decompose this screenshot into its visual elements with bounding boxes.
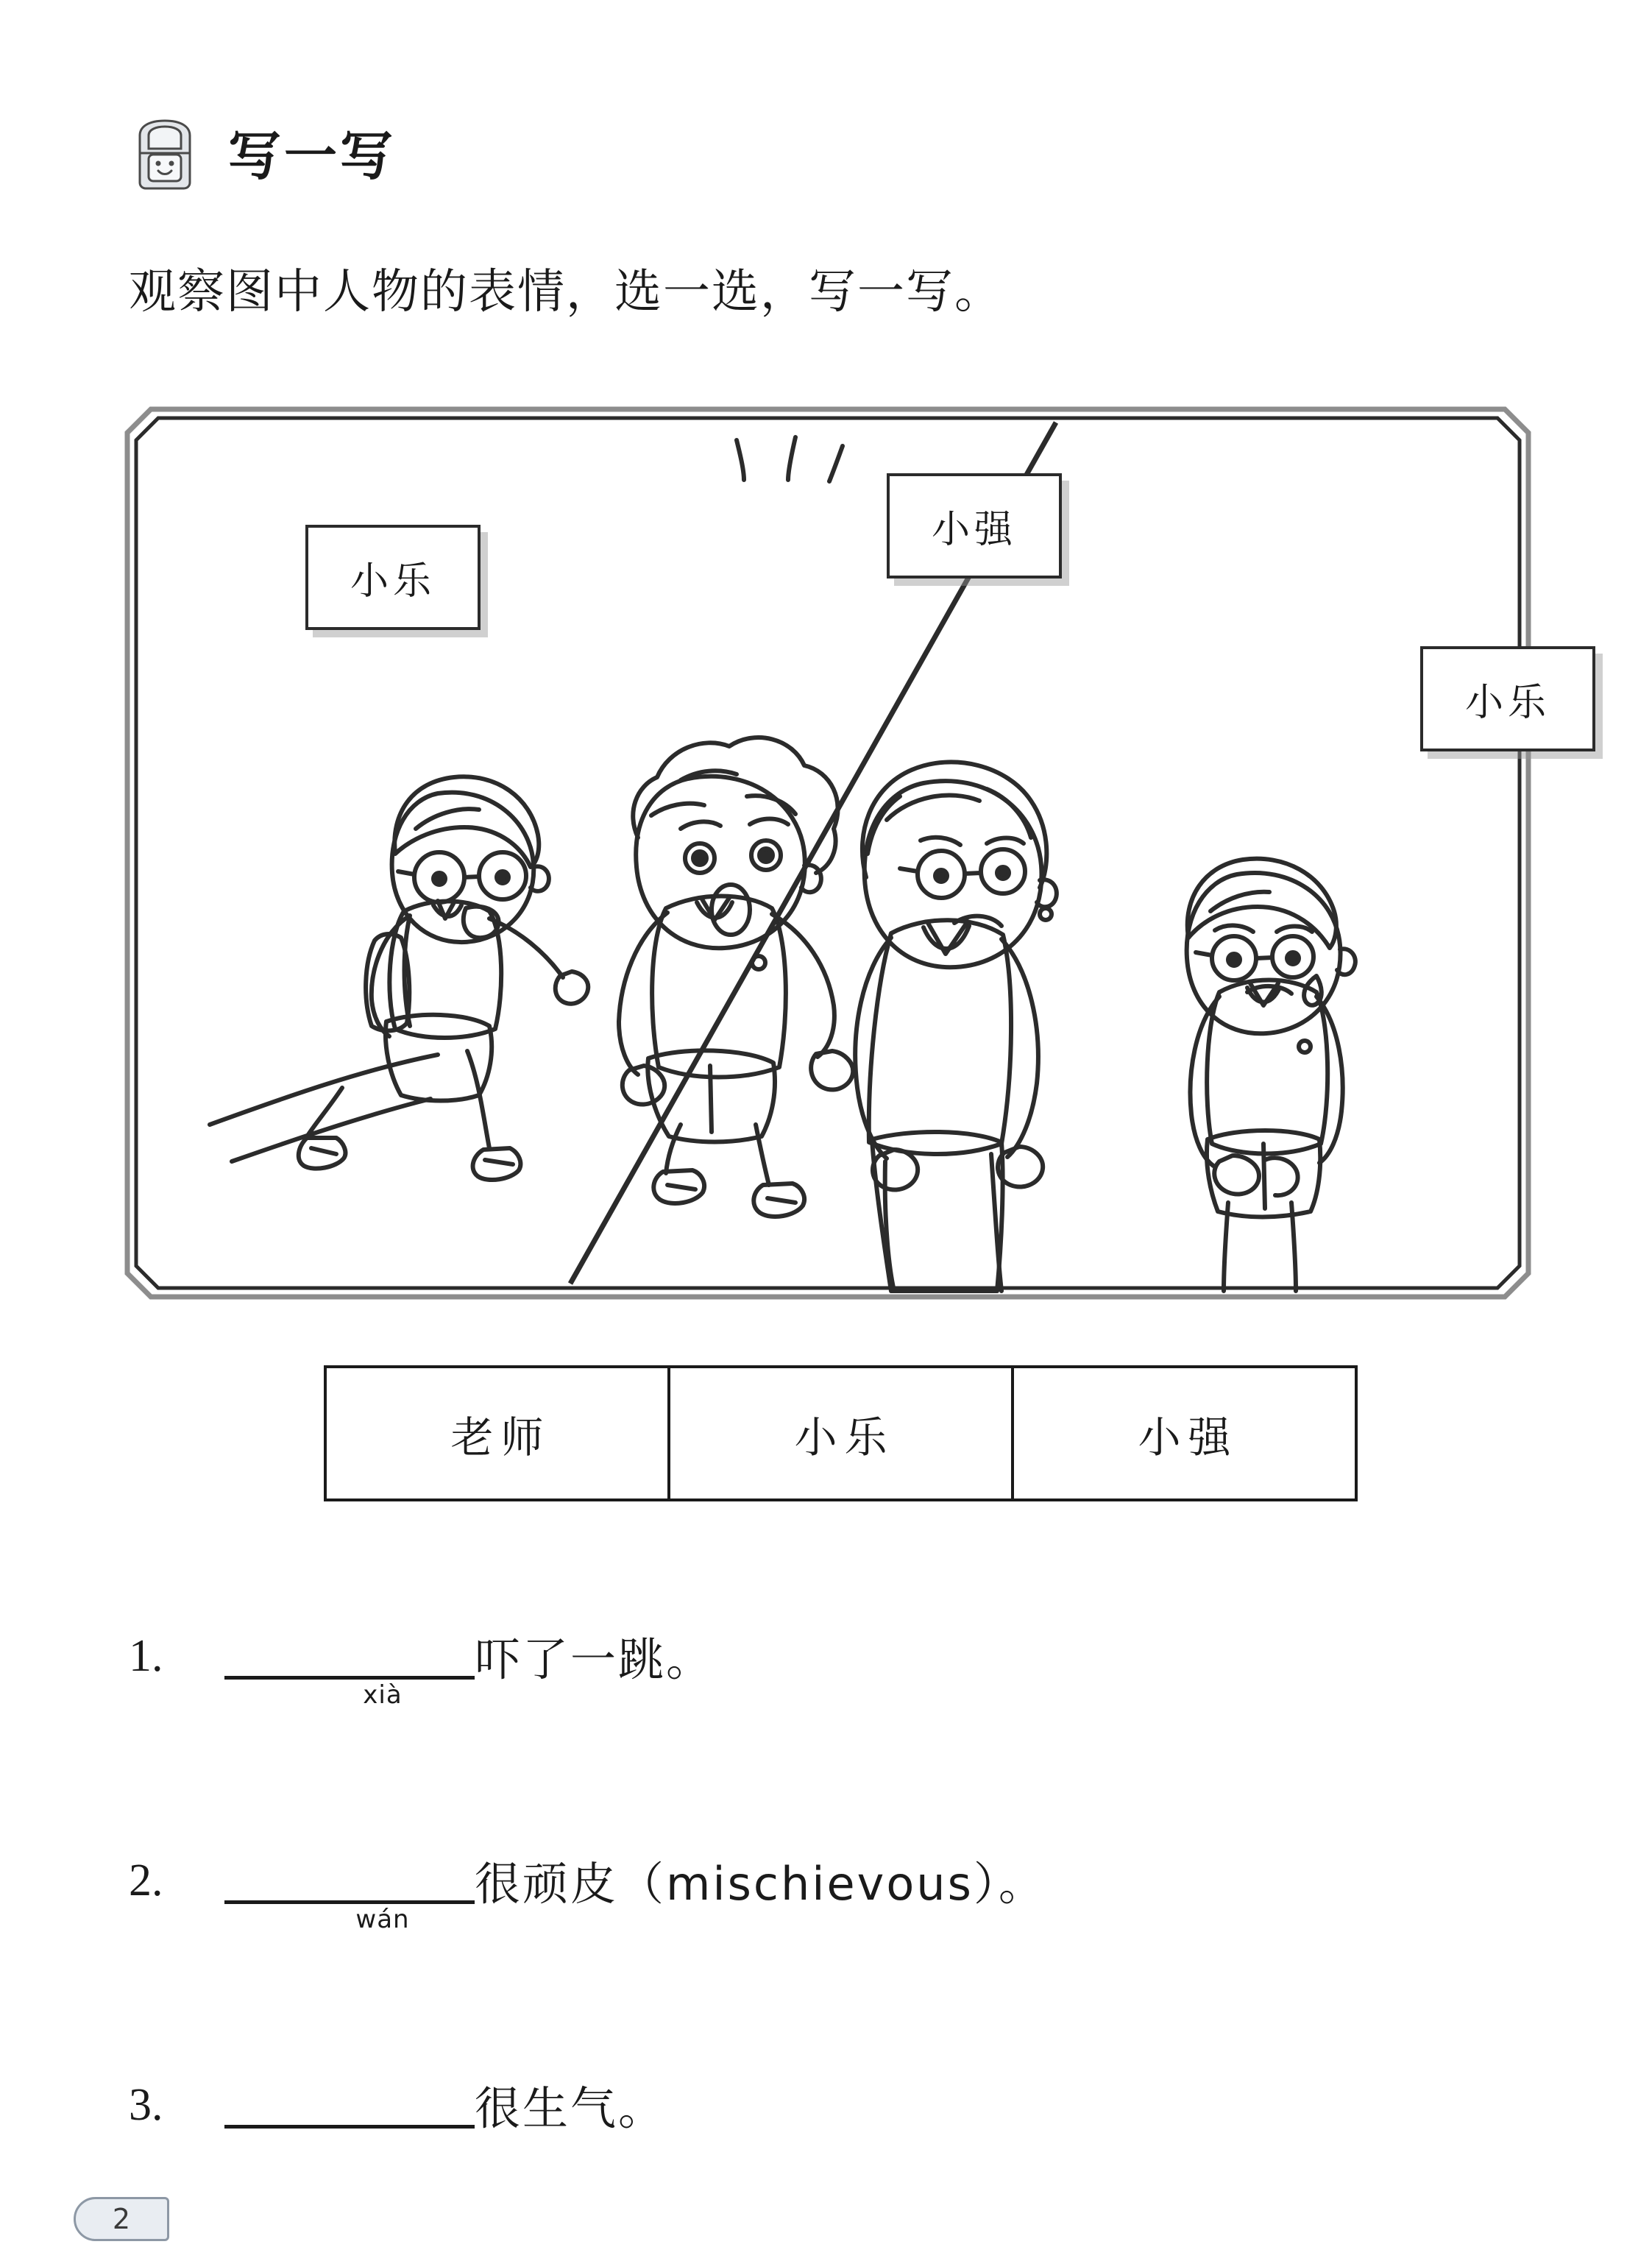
question-2-number: 2. — [129, 1855, 163, 1906]
question-3-number: 3. — [129, 2080, 163, 2130]
page-number-value: 2 — [112, 2203, 131, 2235]
question-2-blank-wrap — [224, 1855, 475, 1934]
question-3-blank-wrap — [224, 2079, 475, 2131]
word-bank-option-2[interactable]: 小乐 — [667, 1368, 1011, 1499]
section-header — [124, 110, 396, 193]
question-2-text: 很顽皮（mischievous）。 — [475, 1857, 1046, 1911]
section-title: 写一写 — [228, 125, 397, 187]
word-bank — [324, 1365, 1358, 1501]
question-1-number: 1. — [129, 1631, 163, 1681]
question-3 — [129, 2079, 667, 2135]
question-2 — [129, 1855, 1046, 1934]
question-1-blank[interactable] — [224, 1630, 475, 1680]
question-3-blank[interactable] — [224, 2079, 475, 2129]
question-3-text: 很生气。 — [475, 2081, 667, 2135]
illustration-panel — [121, 403, 1550, 1303]
question-1-pinyin: xià — [363, 1680, 403, 1710]
name-tag-xiaole-right: 小乐 — [1420, 646, 1595, 751]
question-1-text: 吓了一跳。 — [475, 1632, 715, 1686]
page-number — [74, 2197, 169, 2241]
name-tag-xiaoqiang: 小强 — [887, 473, 1062, 578]
question-2-blank[interactable] — [224, 1855, 475, 1904]
backpack-icon — [124, 110, 206, 193]
question-1-blank-wrap — [224, 1630, 475, 1710]
word-bank-option-3[interactable]: 小强 — [1011, 1368, 1355, 1499]
name-tag-xiaole-left: 小乐 — [305, 525, 481, 630]
word-bank-option-1[interactable]: 老师 — [450, 1412, 551, 1462]
question-2-pinyin: wán — [355, 1905, 410, 1934]
instruction-text: 观察图中人物的表情，选一选，写一写。 — [129, 265, 1003, 319]
question-1 — [129, 1630, 715, 1710]
